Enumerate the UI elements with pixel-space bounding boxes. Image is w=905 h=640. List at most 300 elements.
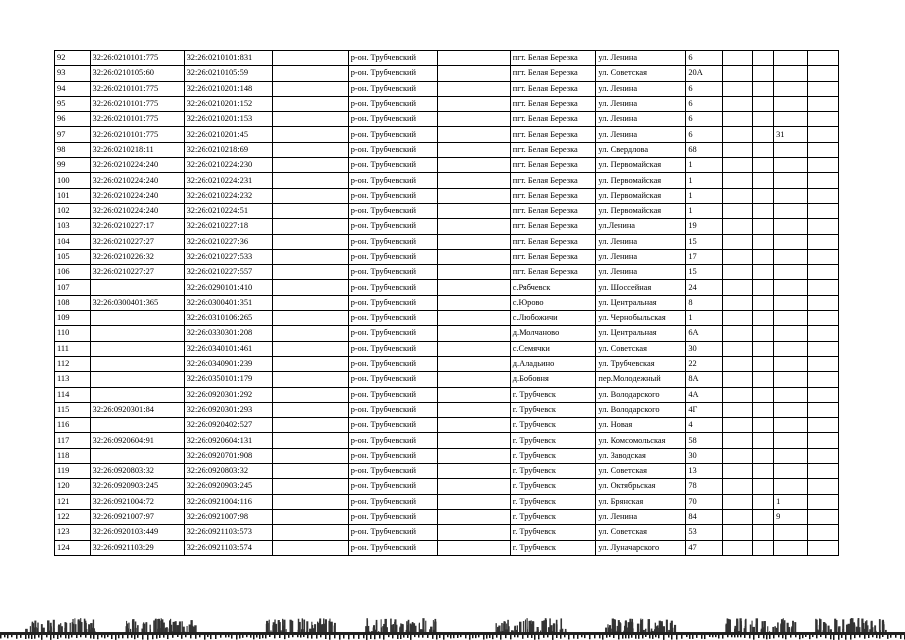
- street-cell: ул. Новая: [596, 418, 686, 433]
- empty-cell: [722, 249, 752, 264]
- row-number-cell: 101: [55, 188, 91, 203]
- empty-cell: [807, 96, 838, 111]
- district-cell: р-он. Трубчевский: [348, 326, 437, 341]
- street-cell: ул. Первомайская: [596, 203, 686, 218]
- empty-cell: [722, 372, 752, 387]
- locality-cell: г. Трубчевск: [510, 479, 596, 494]
- cadastral-number-cell: 32:26:0210218:69: [184, 142, 273, 157]
- apartment-number-cell: [774, 387, 807, 402]
- cadastral-number-cell: 32:26:0920604:131: [184, 433, 273, 448]
- empty-cell: [437, 509, 510, 524]
- row-number-cell: 111: [55, 341, 91, 356]
- cadastral-number-cell: 32:26:0210201:148: [184, 81, 273, 96]
- street-cell: ул. Ленина: [596, 265, 686, 280]
- street-cell: ул. Советская: [596, 341, 686, 356]
- empty-cell: [753, 173, 774, 188]
- empty-cell: [722, 311, 752, 326]
- row-number-cell: 95: [55, 96, 91, 111]
- house-number-cell: 1: [686, 188, 723, 203]
- row-number-cell: 92: [55, 51, 91, 66]
- empty-cell: [722, 81, 752, 96]
- street-cell: ул. Первомайская: [596, 188, 686, 203]
- empty-cell: [273, 173, 348, 188]
- cadastral-parent-cell: 32:26:0210101:775: [90, 51, 184, 66]
- cadastral-number-cell: 32:26:0210224:231: [184, 173, 273, 188]
- empty-cell: [753, 433, 774, 448]
- empty-cell: [722, 173, 752, 188]
- cadastral-number-cell: 32:26:0210224:230: [184, 158, 273, 173]
- empty-cell: [437, 112, 510, 127]
- empty-cell: [273, 203, 348, 218]
- empty-cell: [437, 402, 510, 417]
- empty-cell: [753, 464, 774, 479]
- empty-cell: [807, 173, 838, 188]
- empty-cell: [437, 173, 510, 188]
- empty-cell: [722, 158, 752, 173]
- table-row: [55, 479, 839, 494]
- locality-cell: пгт. Белая Березка: [510, 142, 596, 157]
- empty-cell: [273, 51, 348, 66]
- empty-cell: [807, 525, 838, 540]
- empty-cell: [753, 525, 774, 540]
- empty-cell: [807, 311, 838, 326]
- cadastral-number-cell: 32:26:0310106:265: [184, 311, 273, 326]
- empty-cell: [437, 219, 510, 234]
- empty-cell: [753, 326, 774, 341]
- street-cell: ул. Советская: [596, 66, 686, 81]
- empty-cell: [273, 326, 348, 341]
- empty-cell: [437, 494, 510, 509]
- district-cell: р-он. Трубчевский: [348, 96, 437, 111]
- locality-cell: пгт. Белая Березка: [510, 158, 596, 173]
- empty-cell: [753, 479, 774, 494]
- cadastral-number-cell: 32:26:0210227:18: [184, 219, 273, 234]
- apartment-number-cell: [774, 311, 807, 326]
- empty-cell: [753, 418, 774, 433]
- empty-cell: [273, 418, 348, 433]
- district-cell: р-он. Трубчевский: [348, 142, 437, 157]
- empty-cell: [807, 249, 838, 264]
- cadastral-number-cell: 32:26:0210227:533: [184, 249, 273, 264]
- empty-cell: [807, 540, 838, 555]
- empty-cell: [437, 341, 510, 356]
- empty-cell: [807, 295, 838, 310]
- table-row: [55, 326, 839, 341]
- district-cell: р-он. Трубчевский: [348, 265, 437, 280]
- empty-cell: [753, 96, 774, 111]
- locality-cell: г. Трубчевск: [510, 494, 596, 509]
- street-cell: ул. Первомайская: [596, 158, 686, 173]
- locality-cell: г. Трубчевск: [510, 387, 596, 402]
- district-cell: р-он. Трубчевский: [348, 203, 437, 218]
- empty-cell: [753, 540, 774, 555]
- empty-cell: [753, 387, 774, 402]
- empty-cell: [722, 479, 752, 494]
- cadastral-number-cell: 32:26:0340901:239: [184, 356, 273, 371]
- empty-cell: [807, 494, 838, 509]
- cadastral-parent-cell: 32:26:0210101:775: [90, 81, 184, 96]
- empty-cell: [722, 96, 752, 111]
- cadastral-parent-cell: [90, 418, 184, 433]
- table-row: [55, 188, 839, 203]
- empty-cell: [807, 265, 838, 280]
- house-number-cell: 13: [686, 464, 723, 479]
- empty-cell: [753, 265, 774, 280]
- empty-cell: [722, 418, 752, 433]
- empty-cell: [722, 387, 752, 402]
- empty-cell: [722, 51, 752, 66]
- locality-cell: пгт. Белая Березка: [510, 219, 596, 234]
- table-row: [55, 295, 839, 310]
- locality-cell: д.Аладьино: [510, 356, 596, 371]
- empty-cell: [722, 525, 752, 540]
- table-row: [55, 540, 839, 555]
- district-cell: р-он. Трубчевский: [348, 433, 437, 448]
- empty-cell: [807, 112, 838, 127]
- street-cell: ул. Свердлова: [596, 142, 686, 157]
- empty-cell: [722, 295, 752, 310]
- empty-cell: [273, 188, 348, 203]
- row-number-cell: 113: [55, 372, 91, 387]
- row-number-cell: 114: [55, 387, 91, 402]
- empty-cell: [437, 525, 510, 540]
- district-cell: р-он. Трубчевский: [348, 280, 437, 295]
- house-number-cell: 15: [686, 234, 723, 249]
- table-body: [55, 51, 839, 556]
- apartment-number-cell: [774, 158, 807, 173]
- empty-cell: [273, 372, 348, 387]
- street-cell: ул. Трубчевская: [596, 356, 686, 371]
- empty-cell: [437, 203, 510, 218]
- empty-cell: [437, 234, 510, 249]
- locality-cell: пгт. Белая Березка: [510, 96, 596, 111]
- empty-cell: [437, 280, 510, 295]
- cadastral-parent-cell: 32:26:0921103:29: [90, 540, 184, 555]
- cadastral-number-cell: 32:26:0210227:36: [184, 234, 273, 249]
- empty-cell: [273, 341, 348, 356]
- cadastral-number-cell: 32:26:0210224:51: [184, 203, 273, 218]
- cadastral-parent-cell: 32:26:0920803:32: [90, 464, 184, 479]
- empty-cell: [273, 112, 348, 127]
- district-cell: р-он. Трубчевский: [348, 66, 437, 81]
- empty-cell: [722, 66, 752, 81]
- cadastral-parent-cell: [90, 356, 184, 371]
- empty-cell: [437, 372, 510, 387]
- empty-cell: [722, 188, 752, 203]
- empty-cell: [722, 142, 752, 157]
- cadastral-parent-cell: 32:26:0210224:240: [90, 158, 184, 173]
- cadastral-parent-cell: 32:26:0210227:27: [90, 265, 184, 280]
- empty-cell: [753, 372, 774, 387]
- cadastral-number-cell: 32:26:0210201:152: [184, 96, 273, 111]
- empty-cell: [753, 188, 774, 203]
- table-row: [55, 525, 839, 540]
- empty-cell: [722, 433, 752, 448]
- empty-cell: [807, 219, 838, 234]
- street-cell: ул. Брянская: [596, 494, 686, 509]
- table-row: [55, 265, 839, 280]
- apartment-number-cell: [774, 356, 807, 371]
- apartment-number-cell: [774, 249, 807, 264]
- empty-cell: [273, 525, 348, 540]
- cadastral-parent-cell: [90, 311, 184, 326]
- empty-cell: [807, 158, 838, 173]
- cadastral-number-cell: 32:26:0210101:831: [184, 51, 273, 66]
- empty-cell: [437, 142, 510, 157]
- empty-cell: [807, 234, 838, 249]
- row-number-cell: 121: [55, 494, 91, 509]
- apartment-number-cell: [774, 280, 807, 295]
- cadastral-number-cell: 32:26:0210201:45: [184, 127, 273, 142]
- district-cell: р-он. Трубчевский: [348, 418, 437, 433]
- cadastral-number-cell: 32:26:0330301:208: [184, 326, 273, 341]
- empty-cell: [722, 234, 752, 249]
- empty-cell: [437, 158, 510, 173]
- house-number-cell: 24: [686, 280, 723, 295]
- locality-cell: с.Рябчевск: [510, 280, 596, 295]
- cadastral-number-cell: 32:26:0920301:292: [184, 387, 273, 402]
- empty-cell: [437, 311, 510, 326]
- empty-cell: [437, 540, 510, 555]
- locality-cell: пгт. Белая Березка: [510, 51, 596, 66]
- empty-cell: [753, 219, 774, 234]
- cadastral-parent-cell: [90, 448, 184, 463]
- house-number-cell: 8: [686, 295, 723, 310]
- house-number-cell: 58: [686, 433, 723, 448]
- district-cell: р-он. Трубчевский: [348, 494, 437, 509]
- apartment-number-cell: [774, 51, 807, 66]
- cadastral-number-cell: 32:26:0210227:557: [184, 265, 273, 280]
- district-cell: р-он. Трубчевский: [348, 341, 437, 356]
- row-number-cell: 106: [55, 265, 91, 280]
- apartment-number-cell: [774, 464, 807, 479]
- empty-cell: [437, 448, 510, 463]
- row-number-cell: 97: [55, 127, 91, 142]
- empty-cell: [753, 203, 774, 218]
- empty-cell: [273, 158, 348, 173]
- row-number-cell: 112: [55, 356, 91, 371]
- empty-cell: [437, 356, 510, 371]
- table-row: [55, 81, 839, 96]
- row-number-cell: 123: [55, 525, 91, 540]
- table-row: [55, 96, 839, 111]
- row-number-cell: 108: [55, 295, 91, 310]
- empty-cell: [722, 494, 752, 509]
- house-number-cell: 15: [686, 265, 723, 280]
- table-row: [55, 464, 839, 479]
- locality-cell: д.Бобовня: [510, 372, 596, 387]
- cadastral-number-cell: 32:26:0921004:116: [184, 494, 273, 509]
- table-row: [55, 341, 839, 356]
- table-row: [55, 387, 839, 402]
- cadastral-parent-cell: 32:26:0210101:775: [90, 127, 184, 142]
- empty-cell: [273, 448, 348, 463]
- empty-cell: [722, 402, 752, 417]
- cadastral-parent-cell: 32:26:0210224:240: [90, 173, 184, 188]
- street-cell: пер.Молодежный: [596, 372, 686, 387]
- empty-cell: [753, 66, 774, 81]
- house-number-cell: 53: [686, 525, 723, 540]
- cadastral-parent-cell: [90, 280, 184, 295]
- apartment-number-cell: [774, 188, 807, 203]
- house-number-cell: 30: [686, 448, 723, 463]
- locality-cell: г. Трубчевск: [510, 433, 596, 448]
- table-row: [55, 234, 839, 249]
- district-cell: р-он. Трубчевский: [348, 295, 437, 310]
- district-cell: р-он. Трубчевский: [348, 51, 437, 66]
- locality-cell: пгт. Белая Березка: [510, 203, 596, 218]
- apartment-number-cell: [774, 540, 807, 555]
- district-cell: р-он. Трубчевский: [348, 402, 437, 417]
- apartment-number-cell: [774, 326, 807, 341]
- empty-cell: [273, 402, 348, 417]
- district-cell: р-он. Трубчевский: [348, 387, 437, 402]
- locality-cell: пгт. Белая Березка: [510, 112, 596, 127]
- street-cell: ул. Центральная: [596, 295, 686, 310]
- empty-cell: [273, 66, 348, 81]
- cadastral-parent-cell: 32:26:0300401:365: [90, 295, 184, 310]
- empty-cell: [273, 494, 348, 509]
- house-number-cell: 6: [686, 81, 723, 96]
- empty-cell: [722, 540, 752, 555]
- apartment-number-cell: 31: [774, 127, 807, 142]
- table-row: [55, 402, 839, 417]
- district-cell: р-он. Трубчевский: [348, 372, 437, 387]
- house-number-cell: 1: [686, 311, 723, 326]
- cadastral-number-cell: 32:26:0921103:574: [184, 540, 273, 555]
- row-number-cell: 119: [55, 464, 91, 479]
- table-row: [55, 142, 839, 157]
- empty-cell: [807, 402, 838, 417]
- district-cell: р-он. Трубчевский: [348, 219, 437, 234]
- empty-cell: [273, 540, 348, 555]
- table-row: [55, 66, 839, 81]
- empty-cell: [753, 356, 774, 371]
- apartment-number-cell: [774, 402, 807, 417]
- apartment-number-cell: [774, 173, 807, 188]
- empty-cell: [437, 265, 510, 280]
- cadastral-parent-cell: [90, 341, 184, 356]
- apartment-number-cell: [774, 234, 807, 249]
- empty-cell: [807, 142, 838, 157]
- locality-cell: с.Семячки: [510, 341, 596, 356]
- locality-cell: пгт. Белая Березка: [510, 188, 596, 203]
- house-number-cell: 4А: [686, 387, 723, 402]
- house-number-cell: 6: [686, 127, 723, 142]
- empty-cell: [722, 127, 752, 142]
- apartment-number-cell: [774, 265, 807, 280]
- row-number-cell: 117: [55, 433, 91, 448]
- empty-cell: [722, 448, 752, 463]
- table-row: [55, 249, 839, 264]
- street-cell: ул. Ленина: [596, 81, 686, 96]
- empty-cell: [273, 311, 348, 326]
- empty-cell: [753, 234, 774, 249]
- apartment-number-cell: [774, 433, 807, 448]
- empty-cell: [722, 509, 752, 524]
- empty-cell: [753, 127, 774, 142]
- apartment-number-cell: [774, 479, 807, 494]
- table-row: [55, 418, 839, 433]
- empty-cell: [437, 249, 510, 264]
- locality-cell: пгт. Белая Березка: [510, 66, 596, 81]
- street-cell: ул. Луначарского: [596, 540, 686, 555]
- district-cell: р-он. Трубчевский: [348, 540, 437, 555]
- empty-cell: [722, 265, 752, 280]
- row-number-cell: 118: [55, 448, 91, 463]
- empty-cell: [807, 509, 838, 524]
- empty-cell: [753, 280, 774, 295]
- empty-cell: [273, 509, 348, 524]
- table-row: [55, 372, 839, 387]
- apartment-number-cell: [774, 142, 807, 157]
- district-cell: р-он. Трубчевский: [348, 173, 437, 188]
- cadastral-number-cell: 32:26:0920402:527: [184, 418, 273, 433]
- locality-cell: пгт. Белая Березка: [510, 173, 596, 188]
- empty-cell: [807, 51, 838, 66]
- house-number-cell: 4: [686, 418, 723, 433]
- cadastral-parent-cell: 32:26:0210101:775: [90, 112, 184, 127]
- cadastral-parent-cell: 32:26:0210105:60: [90, 66, 184, 81]
- apartment-number-cell: 1: [774, 494, 807, 509]
- locality-cell: пгт. Белая Березка: [510, 234, 596, 249]
- cadastral-parent-cell: 32:26:0920103:449: [90, 525, 184, 540]
- street-cell: ул. Чернобыльская: [596, 311, 686, 326]
- table-row: [55, 219, 839, 234]
- locality-cell: пгт. Белая Березка: [510, 127, 596, 142]
- street-cell: ул. Шоссейная: [596, 280, 686, 295]
- scan-noise-strip: [0, 596, 905, 640]
- table-row: [55, 494, 839, 509]
- empty-cell: [273, 265, 348, 280]
- empty-cell: [273, 142, 348, 157]
- house-number-cell: 30: [686, 341, 723, 356]
- empty-cell: [273, 219, 348, 234]
- table-row: [55, 509, 839, 524]
- empty-cell: [753, 295, 774, 310]
- empty-cell: [807, 448, 838, 463]
- district-cell: р-он. Трубчевский: [348, 188, 437, 203]
- empty-cell: [807, 418, 838, 433]
- empty-cell: [273, 433, 348, 448]
- district-cell: р-он. Трубчевский: [348, 464, 437, 479]
- district-cell: р-он. Трубчевский: [348, 127, 437, 142]
- street-cell: ул. Октябрьская: [596, 479, 686, 494]
- locality-cell: с.Юрово: [510, 295, 596, 310]
- district-cell: р-он. Трубчевский: [348, 448, 437, 463]
- cadastral-parent-cell: 32:26:0210101:775: [90, 96, 184, 111]
- locality-cell: г. Трубчевск: [510, 540, 596, 555]
- table-row: [55, 280, 839, 295]
- table-row: [55, 51, 839, 66]
- street-cell: ул.Ленина: [596, 219, 686, 234]
- empty-cell: [753, 448, 774, 463]
- district-cell: р-он. Трубчевский: [348, 479, 437, 494]
- street-cell: ул. Ленина: [596, 127, 686, 142]
- house-number-cell: 70: [686, 494, 723, 509]
- empty-cell: [807, 81, 838, 96]
- house-number-cell: 22: [686, 356, 723, 371]
- empty-cell: [753, 142, 774, 157]
- apartment-number-cell: [774, 525, 807, 540]
- apartment-number-cell: [774, 295, 807, 310]
- row-number-cell: 105: [55, 249, 91, 264]
- cadastral-parent-cell: 32:26:0210218:11: [90, 142, 184, 157]
- apartment-number-cell: [774, 66, 807, 81]
- row-number-cell: 93: [55, 66, 91, 81]
- empty-cell: [273, 479, 348, 494]
- empty-cell: [273, 280, 348, 295]
